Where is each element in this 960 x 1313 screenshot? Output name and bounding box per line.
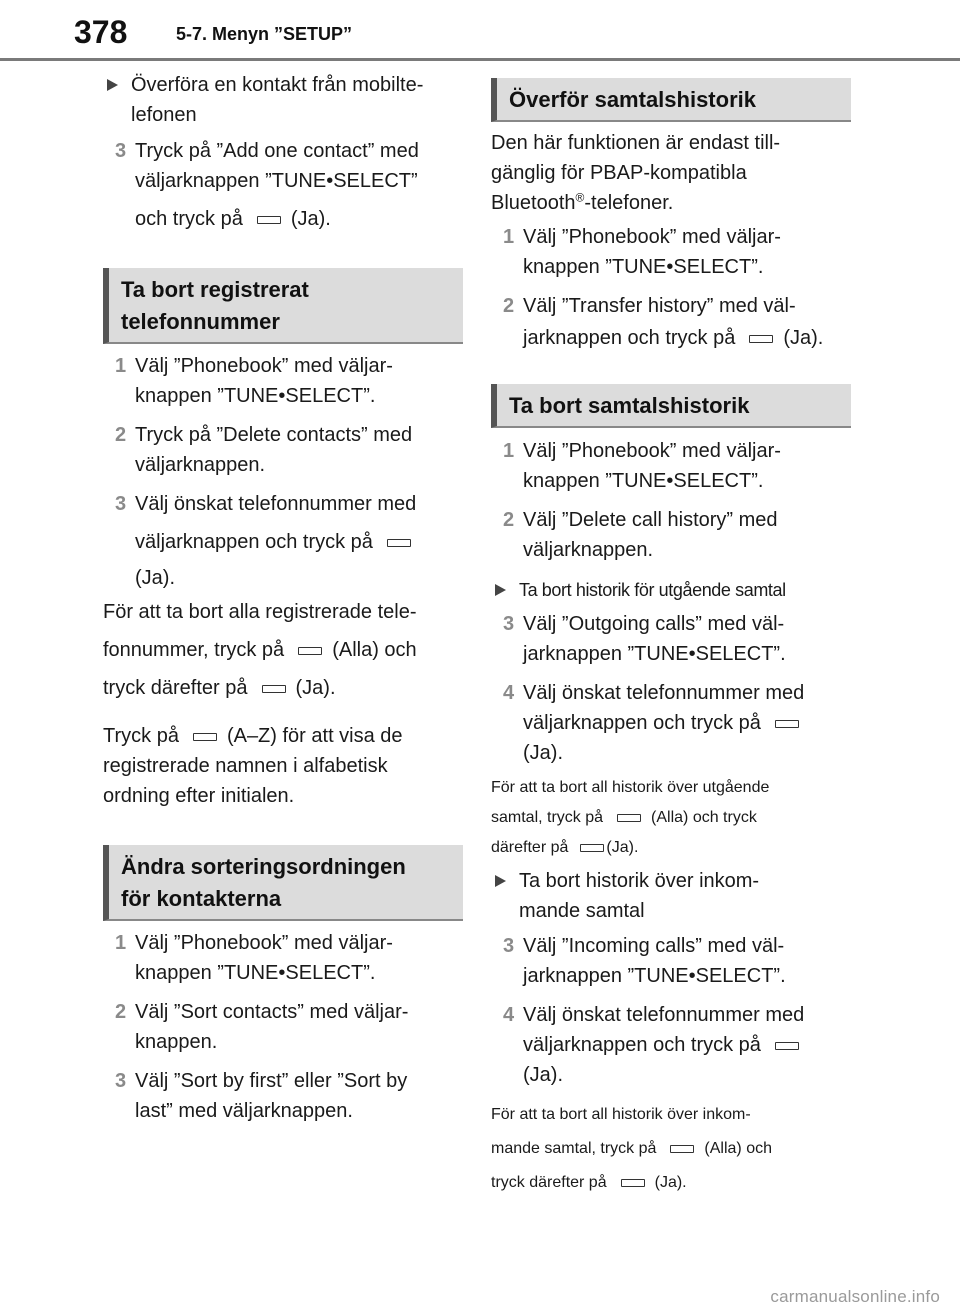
watermark: carmanualsonline.info — [770, 1287, 940, 1306]
arrow-icon — [491, 866, 519, 926]
az-note: Tryck på (A–Z) för att visa de registrerade namnen i alfabetisk ordning efter initialen. — [103, 725, 403, 807]
transfer-step-3: 3 Tryck på ”Add one contact” med väljarknappen ”TUNE•SELECT” och tryck på (Ja). — [115, 140, 419, 230]
button-icon — [621, 1179, 645, 1187]
outgoing-bullet: Ta bort historik för utgående samtal — [491, 575, 861, 605]
incoming-bullet: Ta bort historik över inkom- mande samtal — [491, 866, 851, 926]
history-step-1: 1 Välj ”Phonebook” med väljar- knappen ”TUNE•SELECT”. — [503, 226, 781, 278]
outgoing-step-3: 3 Välj ”Outgoing calls” med väl- jarknappen ”TUNE•SELECT”. — [503, 613, 786, 665]
transfer-bullet: Överföra en kontakt från mobilte- lefonen — [103, 70, 463, 130]
arrow-icon — [491, 575, 519, 605]
section-title: 5-7. Menyn ”SETUP” — [176, 24, 353, 44]
sort-step-2: 2 Välj ”Sort contacts” med väljar- knappen. — [115, 1001, 409, 1053]
sort-step-3: 3 Välj ”Sort by first” eller ”Sort by last” med väljarknappen. — [115, 1070, 408, 1122]
button-icon — [193, 733, 217, 741]
button-icon — [670, 1145, 694, 1153]
delete-step-1: 1 Välj ”Phonebook” med väljar- knappen ”TUNE•SELECT”. — [115, 355, 393, 407]
outgoing-note: För att ta bort all historik över utgående samtal, tryck på (Alla) och tryck därefter på (Ja). — [491, 779, 770, 856]
delete-heading: Ta bort registrerat telefonnummer — [103, 268, 463, 344]
delete-history-step-1: 1 Välj ”Phonebook” med väljar- knappen ”TUNE•SELECT”. — [503, 440, 781, 492]
button-icon — [298, 647, 322, 655]
button-icon — [749, 335, 773, 343]
header-rule — [0, 58, 960, 61]
button-icon — [775, 720, 799, 728]
history-intro: Den här funktionen är endast till- gänglig för PBAP-kompatibla Bluetooth®-telefoner. — [491, 132, 781, 214]
button-icon — [257, 216, 281, 224]
incoming-step-4: 4 Välj önskat telefonnummer med väljarknappen och tryck på (Ja). — [503, 1004, 805, 1086]
button-icon — [262, 685, 286, 693]
button-icon — [617, 814, 641, 822]
history-heading: Överför samtalshistorik — [491, 78, 851, 122]
delete-step-2: 2 Tryck på ”Delete contacts” med väljarknappen. — [115, 424, 413, 476]
history-step-2: 2 Välj ”Transfer history” med väl- jarknappen och tryck på (Ja). — [503, 295, 824, 349]
delete-all-note: För att ta bort alla registrerade tele- fonnummer, tryck på (Alla) och tryck därefter på (Ja). — [103, 601, 417, 699]
incoming-step-3: 3 Välj ”Incoming calls” med väl- jarknappen ”TUNE•SELECT”. — [503, 935, 786, 987]
button-icon — [580, 844, 604, 852]
sort-step-1: 1 Välj ”Phonebook” med väljar- knappen ”TUNE•SELECT”. — [115, 932, 393, 984]
button-icon — [775, 1042, 799, 1050]
button-icon — [387, 539, 411, 547]
delete-history-step-2: 2 Välj ”Delete call history” med väljarknappen. — [503, 509, 778, 561]
arrow-icon — [103, 70, 131, 130]
outgoing-step-4: 4 Välj önskat telefonnummer med väljarknappen och tryck på (Ja). — [503, 682, 805, 764]
page-number: 378 — [74, 14, 128, 50]
incoming-note: För att ta bort all historik över inkom- mande samtal, tryck på (Alla) och tryck därefter på (Ja). — [491, 1106, 772, 1191]
delete-step-3: 3 Välj önskat telefonnummer med väljarknappen och tryck på (Ja). — [115, 493, 417, 589]
delete-history-heading: Ta bort samtalshistorik — [491, 384, 851, 428]
sort-heading: Ändra sorteringsordningen för kontakterna — [103, 845, 463, 921]
